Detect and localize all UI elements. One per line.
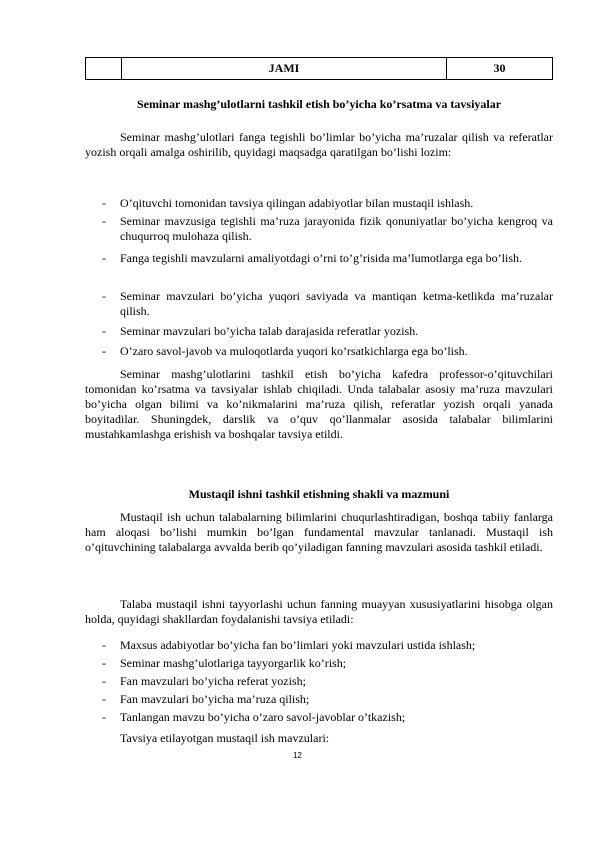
empty-cell [86,58,122,80]
list-item-text: Seminar mashg’ulotlariga tayyorgarlik ko’rish; [120,656,347,670]
list-dash: - [102,674,106,688]
total-value: 30 [447,58,553,80]
list-dash: - [102,710,106,724]
list-dash: - [102,656,106,670]
section-heading-independent-work: Mustaqil ishni tashkil etishning shakli va mazmuni [188,487,450,501]
list-item-text: Fan mavzulari bo’yicha referat yozish; [120,674,306,688]
list-dash: - [102,692,106,706]
list-item-text: Fan mavzulari bo’yicha ma’ruza qilish; [120,692,310,706]
list-item-text: Maxsus adabiyotlar bo’yicha fan bo’limlari yoki mavzulari ustida ishlash; [120,638,476,652]
list-item-text: Tanlangan mavzu bo’yicha o’zaro savol-javoblar o’tkazish; [120,710,406,724]
list-dash: - [102,344,106,358]
paragraph-seminar-intro: Seminar mashg’ulotlari fanga tegishli bo’limlar bo’yicha ma’ruzalar qilish va referatlar yozish orqali amalga oshirilib, quyidagi maqsadga qaratilgan bo’lishi lozim: [85,130,553,159]
paragraph-forms-intro: Talaba mustaqil ishni tayyorlashi uchun fanning muayyan xususiyatlarini hisobga olgan holda, quyidagi shakllardan foydalanishi tavsiya etiladi: [85,597,553,626]
jami-label: JAMI [122,58,447,80]
list-dash: - [102,251,106,265]
list-item-text: O’qituvchi tomonidan tavsiya qilingan adabiyotlar bilan mustaqil ishlash. [120,196,474,210]
list-dash: - [102,214,106,228]
list-dash: - [102,196,106,210]
page-number: 12 [293,751,302,760]
list-item-text: Seminar mavzulari bo’yicha yuqori saviyada va mantiqan ketma-ketlikda ma’ruzalar qilish. [120,289,553,318]
total-row [86,58,553,80]
paragraph-independent-work: Mustaqil ish uchun talabalarning bilimlarini chuqurlashtiradigan, boshqa tabiiy fanlarga ham aloqasi bo’lishi mumkin bo’lgan fundamental mavzular tanlanadi. Mustaqil ish o’qituvchining talabalarga avvalda berib qo’yiladigan fanning mavzulari asosida tashkil etiladi. [85,510,553,554]
paragraph-seminar-organization: Seminar mashg’ulotlarini tashkil etish bo’yicha kafedra professor-o’qituvchilari tomonidan ko’rsatma va tavsiyalar ishlab chiqiladi. Unda talabalar asosiy ma’ruza mavzulari bo’yicha olgan bilimi va ko’nikmalarini ma’ruza qilish, referatlar yozish orqali yanada boyitadilar. Shuningdek, darslik va o’quv qo’llanmalar asosida talabalar bilimlarini mustahkamlashga erishish va boshqalar tavsiya etildi. [85,367,553,441]
list-dash: - [102,289,106,303]
list-dash: - [102,324,106,338]
list-item-text: Seminar mavzulari bo’yicha talab darajasida referatlar yozish. [120,324,419,338]
total-table [85,57,553,80]
list-item-text: O’zaro savol-javob va muloqotlarda yuqori ko’rsatkichlarga ega bo’lish. [120,344,468,358]
list-item-text: Seminar mavzusiga tegishli ma’ruza jarayonida fizik qonuniyatlar bo’yicha kengroq va chuqurroq mulohaza qilish. [120,214,553,243]
section-heading-seminar: Seminar mashg’ulotlarni tashkil etish bo’yicha ko’rsatma va tavsiyalar [136,97,502,111]
paragraph-topics-intro: Tavsiya etilayotgan mustaqil ish mavzulari: [120,731,330,745]
list-dash: - [102,638,106,652]
list-item-text: Fanga tegishli mavzularni amaliyotdagi o’rni to’g’risida ma’lumotlarga ega bo’lish. [120,251,523,265]
